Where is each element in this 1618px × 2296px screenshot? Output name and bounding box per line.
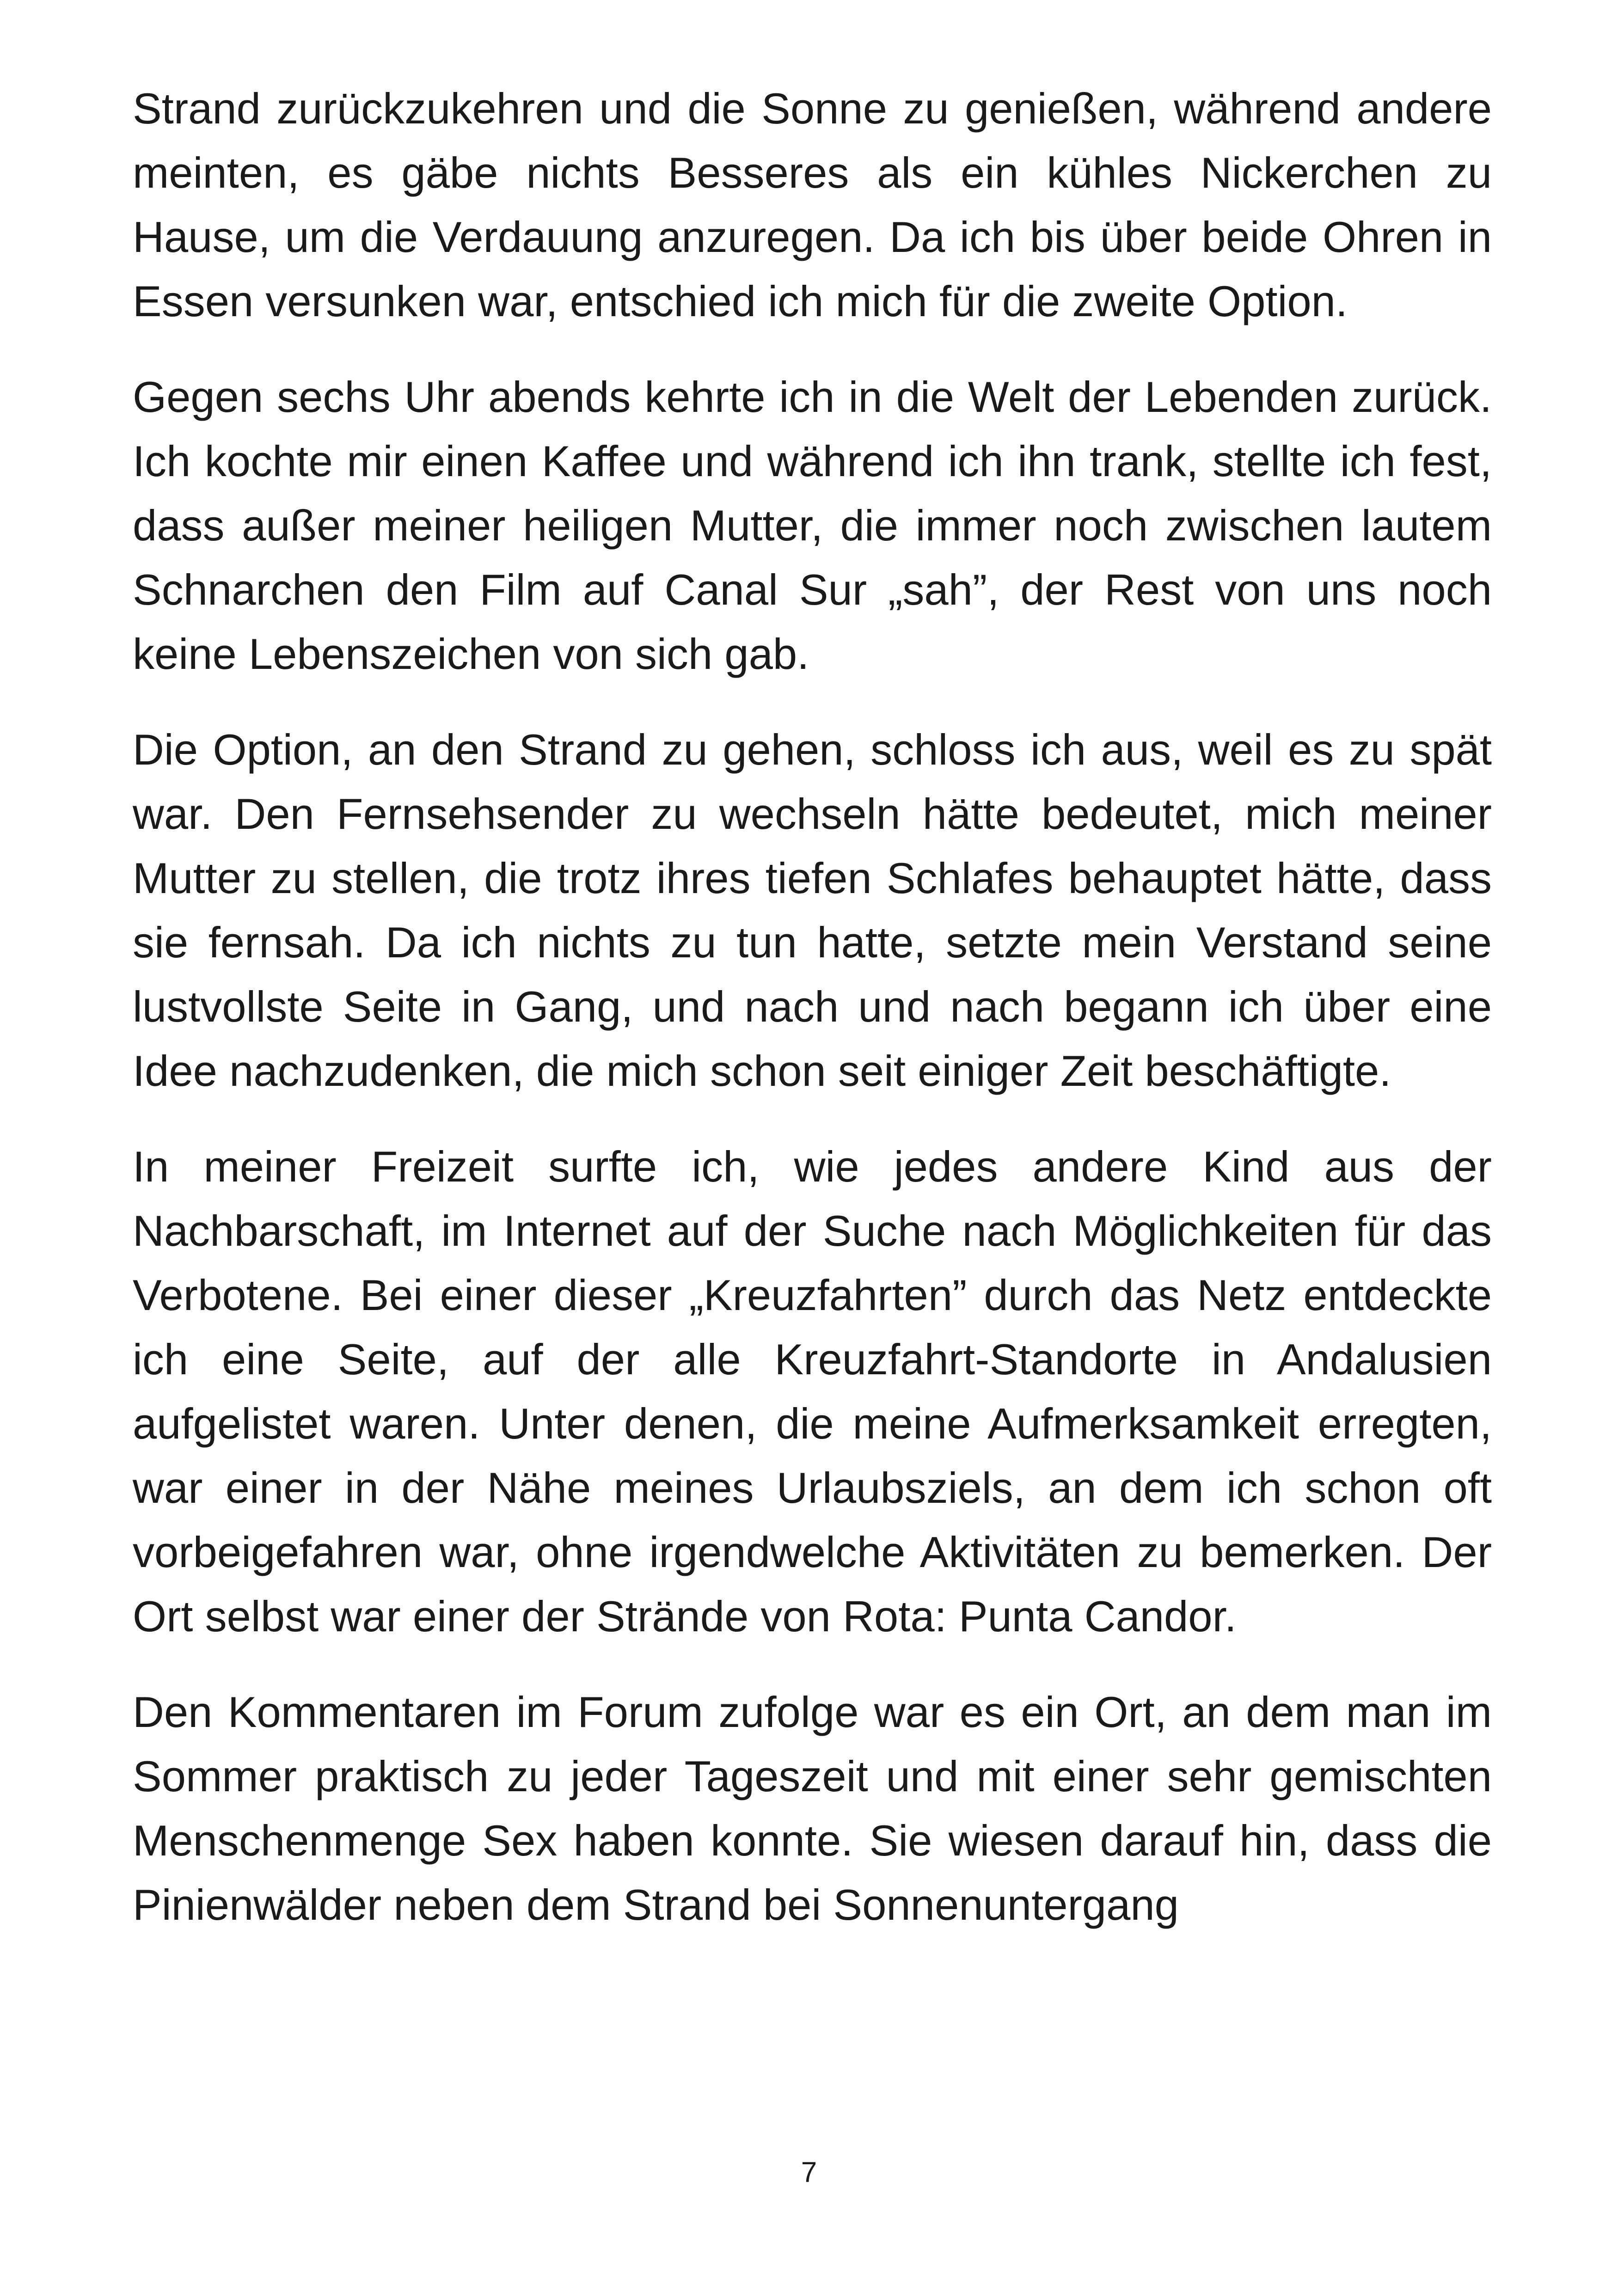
paragraph-1: Strand zurückzukehren und die Sonne zu genießen, während andere meinten, es gäbe nichts Besseres als ein kühles Nickerchen zu Hause, um die Verdauung anzuregen. Da ich bis über beide Ohren in Essen versunken war, entschied ich mich für die zweite Option.: [133, 84, 1492, 325]
paragraph-5: Den Kommentaren im Forum zufolge war es ein Ort, an dem man im Sommer praktisch zu jeder Tageszeit und mit einer sehr gemischten Menschenmenge Sex haben konnte. Sie wiesen darauf hin, dass die Pinienwälder neben dem Strand bei Sonnenuntergang: [133, 1688, 1492, 1929]
body-text: [133, 76, 1492, 1968]
page-number: 7: [801, 2156, 817, 2188]
paragraph-3: Die Option, an den Strand zu gehen, schloss ich aus, weil es zu spät war. Den Fernsehsender zu wechseln hätte bedeutet, mich meiner Mutter zu stellen, die trotz ihres tiefen Schlafes behauptet hätte, dass sie fernsah. Da ich nichts zu tun hatte, setzte mein Verstand seine lustvollste Seite in Gang, und nach und nach begann ich über eine Idee nachzudenken, die mich schon seit einiger Zeit beschäftigte.: [133, 725, 1492, 1095]
paragraph-4: In meiner Freizeit surfte ich, wie jedes andere Kind aus der Nachbarschaft, im Internet auf der Suche nach Möglichkeiten für das Verbotene. Bei einer dieser „Kreuzfahrten” durch das Netz entdeckte ich eine Seite, auf der alle Kreuzfahrt-Standorte in Andalusien aufgelistet waren. Unter denen, die meine Aufmerksamkeit erregten, war einer in der Nähe meines Urlaubsziels, an dem ich schon oft vorbeigefahren war, ohne irgendwelche Aktivitäten zu bemerken. Der Ort selbst war einer der Strände von Rota: Punta Candor.: [133, 1142, 1492, 1641]
paragraph-2: Gegen sechs Uhr abends kehrte ich in die Welt der Lebenden zurück. Ich kochte mir einen Kaffee und während ich ihn trank, stellte ich fest, dass außer meiner heiligen Mutter, die immer noch zwischen lautem Schnarchen den Film auf Canal Sur „sah”, der Rest von uns noch keine Lebenszeichen von sich gab.: [133, 373, 1492, 678]
